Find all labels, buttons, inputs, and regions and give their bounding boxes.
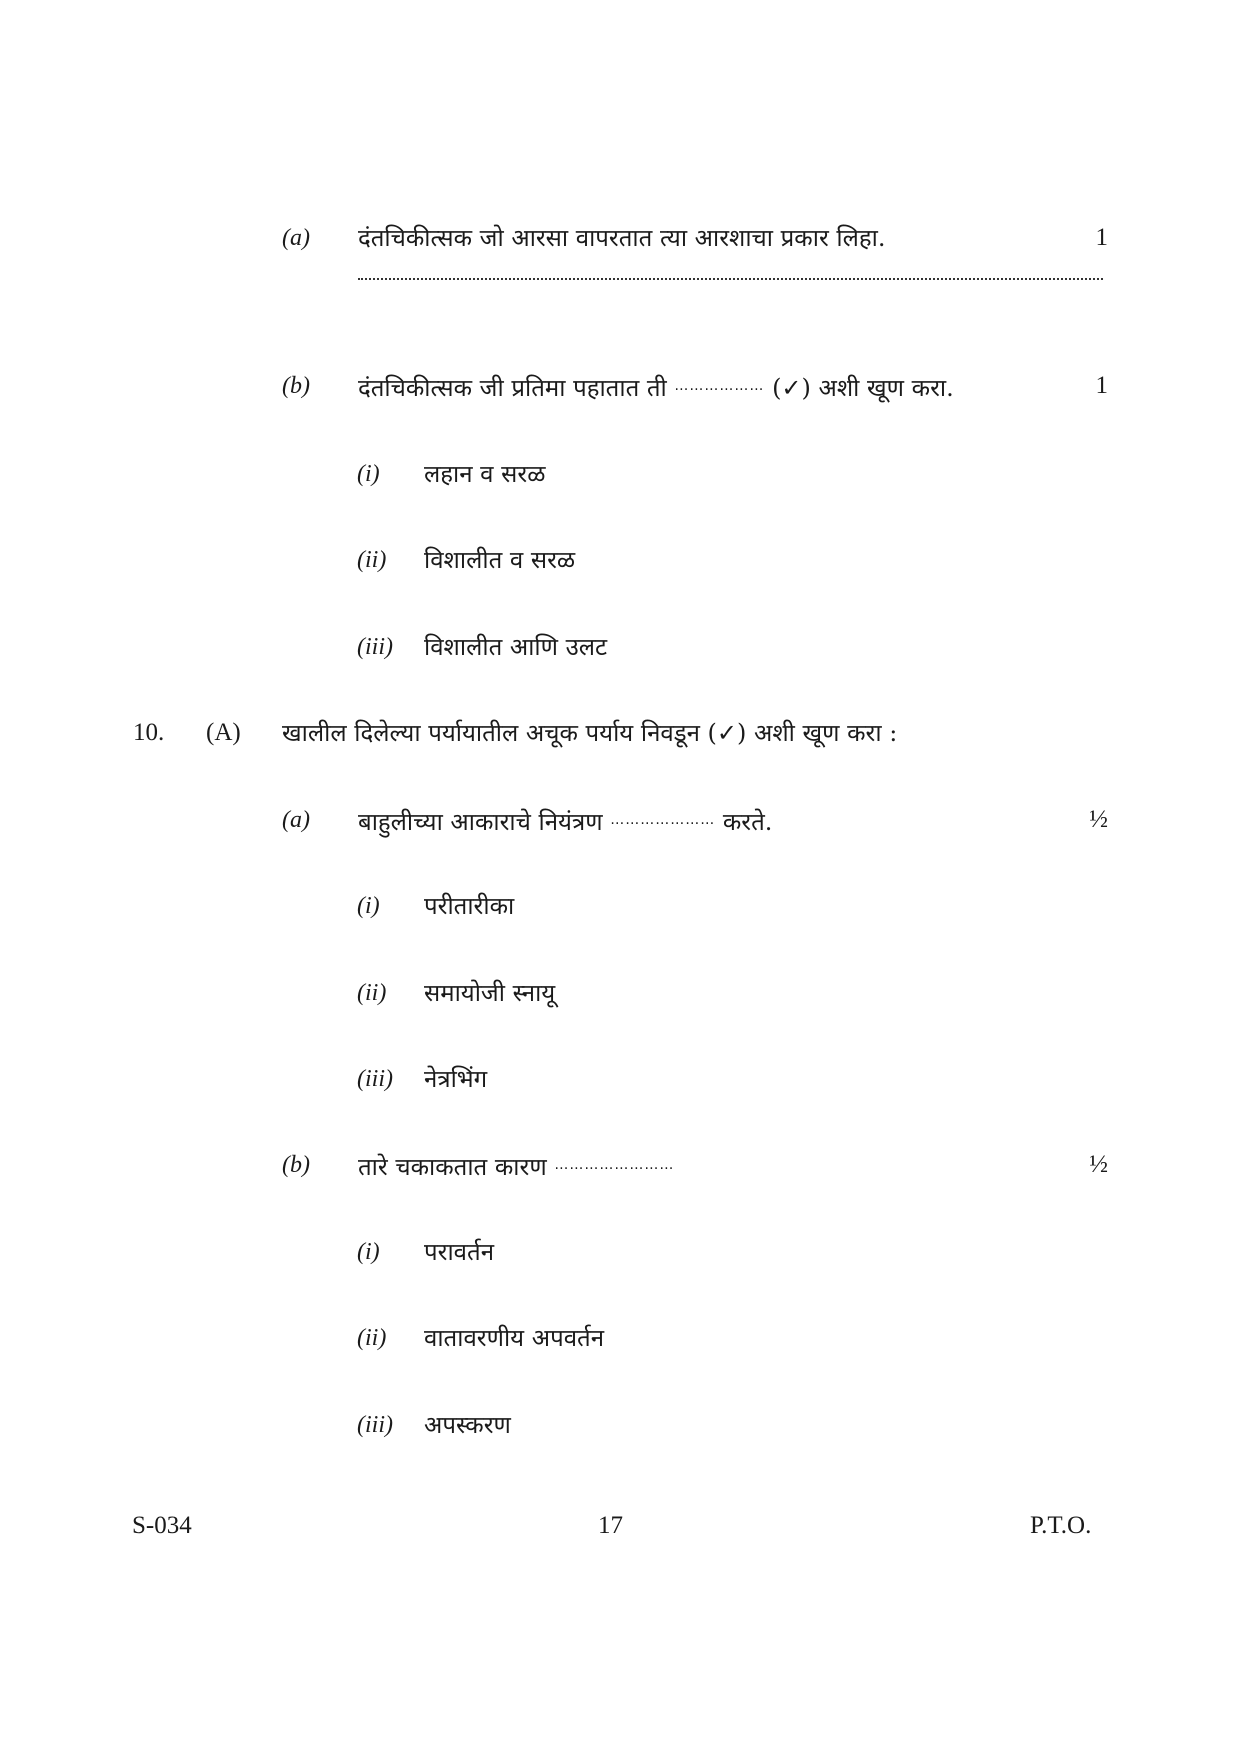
q10-b-option-i-label: (i)	[357, 1239, 380, 1265]
q10-a-option-i-label: (i)	[357, 893, 380, 919]
q9-b-option-i-text[interactable]: लहान व सरळ	[424, 460, 546, 488]
q9-b-text	[358, 370, 954, 404]
q9-a-marks: 1	[1095, 224, 1108, 251]
q10-a-label: (a)	[282, 807, 310, 833]
q9-b-option-ii-label: (ii)	[357, 547, 387, 573]
q9-b-label: (b)	[282, 373, 310, 399]
q9-a-label: (a)	[282, 225, 310, 251]
q10-a-option-ii-label: (ii)	[357, 980, 387, 1006]
q10-a-blank: …………………	[610, 812, 716, 828]
q10-a-marks: ½	[1089, 806, 1108, 833]
q10-b-option-iii-label: (iii)	[357, 1412, 393, 1438]
q9-a-text: दंतचिकीत्सक जो आरसा वापरतात त्या आरशाचा प्रकार लिहा.	[358, 224, 886, 252]
q10-b-option-i-text[interactable]: परावर्तन	[424, 1238, 495, 1266]
q10-a-text-before: बाहुलीच्या आकाराचे नियंत्रण	[358, 808, 603, 836]
q10-b-option-ii-label: (ii)	[357, 1325, 387, 1351]
q10-part: (A)	[206, 719, 241, 746]
q10-b-option-iii-text[interactable]: अपस्करण	[424, 1411, 511, 1439]
q10-a-option-iii-label: (iii)	[357, 1066, 393, 1092]
q10-a-option-ii-text[interactable]: समायोजी स्नायू	[424, 979, 556, 1007]
q10-a-text-after: करते.	[722, 808, 773, 836]
page-number: 17	[598, 1512, 623, 1539]
q10-a-text	[358, 804, 772, 838]
paper-code: S-034	[132, 1512, 192, 1539]
pto-text: P.T.O.	[1030, 1512, 1092, 1539]
q10-a-option-i-text[interactable]: परीतारीका	[424, 892, 515, 920]
q9-b-option-iii-text[interactable]: विशालीत आणि उलट	[424, 633, 608, 661]
q10-b-blank: ……………………	[554, 1157, 675, 1173]
q9-b-marks: 1	[1095, 372, 1108, 399]
q9-b-blank: ………………	[674, 378, 765, 394]
q9-b-text-after: (✓) अशी खूण करा.	[772, 374, 954, 402]
q9-b-option-i-label: (i)	[357, 461, 380, 487]
q10-b-option-ii-text[interactable]: वातावरणीय अपवर्तन	[424, 1324, 605, 1352]
q9-b-option-ii-text[interactable]: विशालीत व सरळ	[424, 546, 576, 574]
q10-a-option-iii-text[interactable]: नेत्रभिंग	[424, 1065, 488, 1093]
q9-b-text-before: दंतचिकीत्सक जी प्रतिमा पहातात ती	[358, 374, 667, 402]
q9-b-option-iii-label: (iii)	[357, 634, 393, 660]
q10-b-text	[358, 1149, 674, 1183]
q10-instruction: खालील दिलेल्या पर्यायातील अचूक पर्याय निवडून (✓) अशी खूण करा :	[282, 719, 898, 747]
q10-b-marks: ½	[1089, 1151, 1108, 1178]
answer-blank-line[interactable]	[358, 278, 1103, 280]
q10-number: 10.	[133, 719, 165, 746]
q10-b-label: (b)	[282, 1152, 310, 1178]
q10-b-text-before: तारे चकाकतात कारण	[358, 1153, 547, 1181]
